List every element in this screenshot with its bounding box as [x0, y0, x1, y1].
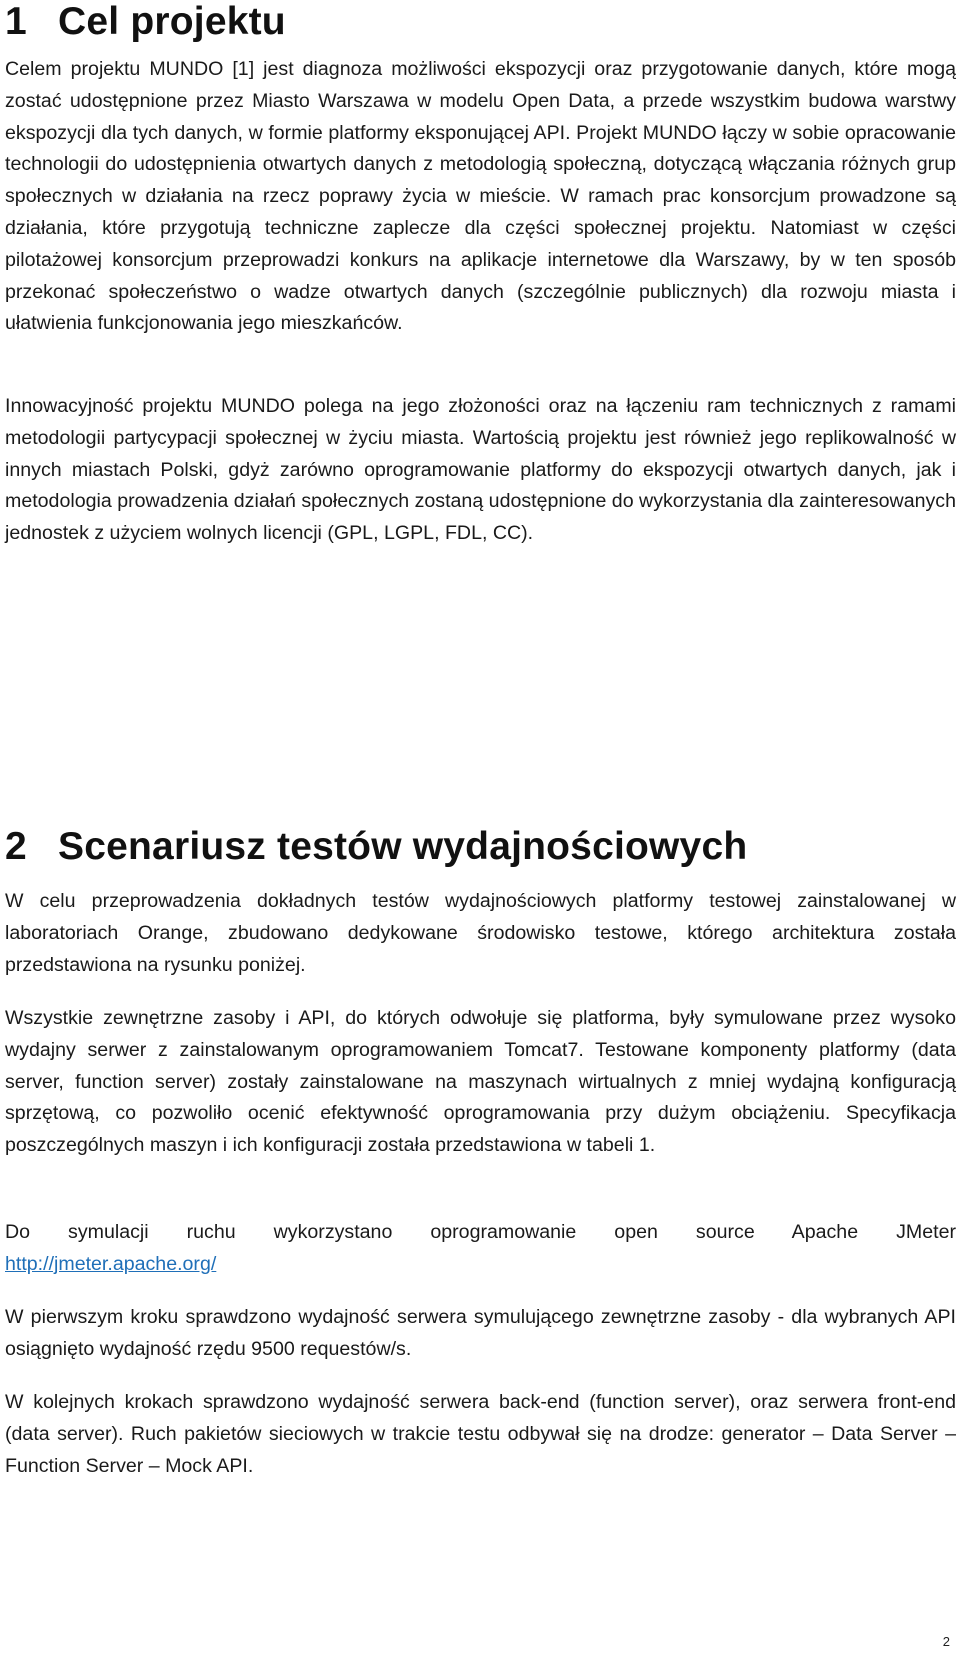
jmeter-sentence: Do symulacji ruchu wykorzystano oprogramowanie open source Apache JMeter: [5, 1221, 956, 1243]
section-1-paragraph-1: Celem projektu MUNDO [1] jest diagnoza możliwości ekspozycji oraz przygotowanie danych, które mogą zostać udostępnione przez Miasto Warszawa w modelu Open Data, a przede wszystkim budowa warstwy ekspozycji dla tych danych, w formie platformy eksponującej API. Projekt MUNDO łączy w sobie opracowanie technologii do udostępnienia otwartych danych z metodologią społeczną, dotyczącą włączania różnych grup społecznych w działania na rzecz poprawy życia w mieście. W ramach prac konsorcjum prowadzone są działania, które przygotują techniczne zaplecze dla części społecznej projektu. Natomiast w części pilotażowej konsorcjum przeprowadzi konkurs na aplikacje internetowe dla Warszawy, by w ten sposób przekonać społeczeństwo o wadze otwartych danych (szczególnie publicznych) dla rozwoju miasta i ułatwienia funkcjonowania jego mieszkańców.: [5, 58, 956, 335]
section-2-paragraph-1: W celu przeprowadzenia dokładnych testów wydajnościowych platformy testowej zainstalowanej w laboratoriach Orange, zbudowano dedykowane środowisko testowe, którego architektura została przedstawiona na rysunku poniżej.: [5, 890, 956, 976]
section-2-paragraph-5: W kolejnych krokach sprawdzono wydajność serwera back-end (function server), oraz serwera front-end (data server). Ruch pakietów sieciowych w trakcie testu odbywał się na drodze: generator – Data Server – Function Server – Mock API.: [5, 1391, 956, 1477]
section-2-paragraph-2: Wszystkie zewnętrzne zasoby i API, do których odwołuje się platforma, były symulowane przez wysoko wydajny serwer z zainstalowanym oprogramowaniem Tomcat7. Testowane komponenty platformy (data server, function server) zostały zainstalowane na maszynach wirtualnych z mniej wydajną konfiguracją sprzętową, co pozwoliło ocenić efektywność oprogramowania przy dużym obciążeniu. Specyfikacja poszczególnych maszyn i ich konfiguracji została przedstawiona w tabeli 1.: [5, 1007, 956, 1157]
section-1-number: 1: [5, 0, 27, 43]
section-2-heading: [5, 825, 747, 869]
jmeter-link[interactable]: http://jmeter.apache.org/: [5, 1252, 217, 1275]
page-number: 2: [942, 1634, 950, 1649]
section-2-title: Scenariusz testów wydajnościowych: [58, 825, 748, 868]
section-1-heading: [5, 0, 286, 44]
section-1-paragraph-2: Innowacyjność projektu MUNDO polega na jego złożoności oraz na łączeniu ram technicznych z ramami metodologii partycypacji społecznej w życiu miasta. Wartością projektu jest również jego replikowalność w innych miastach Polski, gdyż zarówno oprogramowanie platformy do ekspozycji otwartych danych, jak i metodologia prowadzenia działań społecznych zostaną udostępnione do wykorzystania dla zainteresowanych jednostek z użyciem wolnych licencji (GPL, LGPL, FDL, CC).: [5, 395, 956, 545]
section-2-paragraph-4: W pierwszym kroku sprawdzono wydajność serwera symulującego zewnętrzne zasoby - dla wybranych API osiągnięto wydajność rzędu 9500 requestów/s.: [5, 1306, 956, 1360]
section-2-paragraph-3: [5, 1217, 956, 1281]
section-2-number: 2: [5, 825, 27, 868]
section-1-title: Cel projektu: [58, 0, 286, 43]
